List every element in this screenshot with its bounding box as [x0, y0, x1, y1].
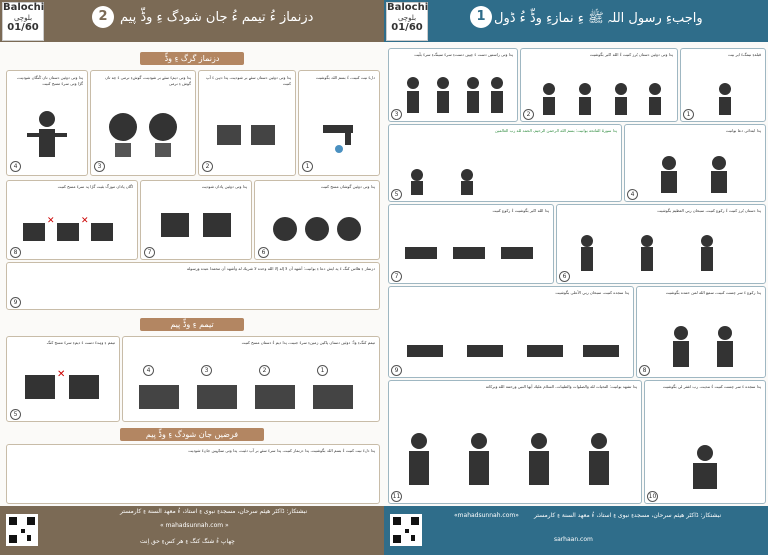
prayer-step-11-text: پدا تشهد بوانیت: التحيات لله والصلوات والطيبات، السلام عليك أيها النبي ورحمة الله وبركاته	[485, 384, 637, 389]
prayer-step-4-number: 4	[627, 189, 638, 200]
wudu-step-1-box	[298, 70, 380, 176]
left-lang-tag-text: Balochi	[3, 2, 45, 13]
prayer-step-10-figure	[665, 441, 745, 493]
wudu-step-2-text: پدا وتی دوئیں دستاں سئے بر شودیت، پدا دہن ءَ آپ کنیت	[206, 75, 291, 86]
right-page-title: واجبءِ رسول اللہ ﷺ ءِ نمازءِ وڈّ ءُ ڈول	[494, 11, 703, 26]
right-website[interactable]: «mahadsunnah.com»	[454, 512, 519, 519]
right-language-tag	[386, 2, 428, 41]
tayammum-note-figure	[17, 367, 109, 407]
right-page	[384, 0, 768, 555]
prayer-step-5-box	[388, 124, 622, 202]
prayer-step-6-text: پدا دستاں بُرز کنیت ءُ رکوع کنیت، سبحان ربي العظيم بگوشیت	[657, 208, 761, 213]
prayer-step-3-number: 3	[391, 109, 402, 120]
prayer-step-11-number: 11	[392, 493, 401, 500]
prayer-step-5-number: 5	[391, 189, 402, 200]
tayammum-label-1: 1	[317, 365, 328, 376]
tayammum-steps-text: تیمم کنگءِ وڈّ: دوئیں دستاں پاکیں زمینءِ سرءَ جنیت، پدا دیم ءُ دستاں مسح کنیت	[241, 340, 375, 345]
wudu-step-3-number: 3	[94, 161, 105, 172]
foot-wiping-figure	[17, 213, 127, 247]
prayer-step-4-box	[624, 124, 766, 202]
face-washing-figure	[101, 105, 187, 161]
tayammum-steps-box	[122, 336, 380, 422]
prayer-step-1-number: 1	[683, 109, 694, 120]
wudu-after-dua-text: دزنماز ءِ هلاس کنگ ءَ پد ایش دعا ءِ بوانیت: أشهد أن لا إله إلا الله وحده لا شريك له وأشهد أن محمدا عبده ورسوله	[186, 266, 375, 271]
wudu-step-4-number: 4	[10, 161, 21, 172]
prayer-step-8-text: پدا رکوع ءَ سر چست کنیت، سمع الله لمن حمده بگوشیت	[665, 290, 761, 295]
prayer-step-8-box	[636, 286, 766, 378]
left-language-tag	[2, 2, 44, 41]
prayer-step-6-number: 6	[559, 271, 570, 282]
right-footer	[384, 506, 768, 555]
left-author: نبشتکار: ڈاکٹر هیثم سرحان، مسجدءِ نبوی ءِ استاذ، ءُ معهد السنة ءِ کارمستر	[120, 508, 308, 515]
section-ghusl-band: فرضیں جان شودگ ءِ وڈّ پیم	[120, 428, 264, 441]
tayammum-note-text: تیمم ءِ وہدءَ دست ءَ دیمءِ سرءَ مسح کنگ	[46, 340, 115, 345]
prayer-step-8-number: 8	[639, 365, 650, 376]
prayer-step-11-figure	[399, 429, 631, 493]
tayammum-hands-figure	[131, 379, 371, 415]
prayer-step-4-text: پدا ابتدائی دعا بوانیت	[725, 128, 761, 133]
prayer-step-10-box	[644, 380, 766, 504]
tayammum-note-number: 5	[10, 409, 21, 420]
prayer-step-7-figure	[397, 233, 545, 277]
svg-text:✕: ✕	[47, 216, 55, 226]
prayer-step-10-text: پدا سجده ءَ سر چست کنیت ءُ نندیت، رب اغفر لي بگوشیت	[662, 384, 761, 389]
prayer-step-7-text: پدا الله اکبر بگوشیت ءُ رکوع کنیت	[492, 208, 549, 213]
prayer-step-1-text: قبلهءِ نیمگءَ ایر بیت	[727, 52, 761, 57]
prayer-step-4-figure	[639, 155, 751, 195]
section-tayammum-band: تیمم ءِ وڈّ پیم	[140, 318, 244, 331]
hand-washing-figure	[207, 111, 287, 161]
svg-text:✕: ✕	[57, 369, 66, 380]
prayer-step-7-number: 7	[391, 271, 402, 282]
prayer-step-1-box	[680, 48, 766, 122]
wudu-step-1-number: 1	[302, 161, 313, 172]
wudu-step-4-box	[6, 70, 88, 176]
prayer-step-7-box	[388, 204, 554, 284]
prayer-step-11-box	[388, 380, 642, 504]
prayer-step-2-figure	[529, 79, 669, 117]
tayammum-label-3: 3	[201, 365, 212, 376]
prayer-step-9-number: 9	[391, 365, 402, 376]
prayer-step-3-figure	[397, 73, 509, 117]
wudu-step-7-box	[140, 180, 252, 260]
wudu-step-1-text: دلءَ نیت کنیت، ءُ بسم اللہ بگوشیت	[315, 75, 375, 80]
tayammum-label-2: 2	[259, 365, 270, 376]
prayer-step-10-number: 10	[648, 493, 657, 500]
left-page-title: دزنماز ءُ تیمم ءُ جان شودگ ءِ وڈّ پیم	[120, 10, 314, 25]
right-author: نبشتکار: ڈاکٹر هیثم سرحان، مسجدءِ نبوی ءِ استاذ، ءُ معهد السنة ءِ کارمستر	[534, 512, 722, 519]
right-bottom-note[interactable]: sarhaan.com	[554, 536, 593, 543]
wudu-step-2-number: 2	[202, 161, 213, 172]
right-qr-code	[390, 514, 422, 546]
left-header	[0, 0, 384, 42]
left-lang-native: بلوچی	[13, 14, 33, 22]
wudu-step-8-text: اگاں پاداں موزگ بئیت گڑا پہ سرءَ مسح کنیت	[57, 184, 133, 189]
left-page-number: 2	[92, 6, 114, 28]
left-footer	[0, 506, 384, 555]
wudu-after-dua-box	[6, 262, 380, 310]
left-website[interactable]: « mahadsunnah.com »	[160, 522, 229, 529]
wudu-step-6-box	[254, 180, 380, 260]
left-bottom-note: چھاپ ءُ شنگ کنگ ءِ هر کسءِ حق اِنت	[140, 538, 235, 545]
svg-text:✕: ✕	[81, 216, 89, 226]
ghusl-text: پدا دلءَ نیت کنیت ءُ بسم اللہ بگوشیت، پدا دزنماز کنیت، پدا سرءَ سئے بر آپ دئیت، پدا وتی سجّہیں جانءَ شودیت	[188, 448, 375, 453]
wudu-step-2-box	[198, 70, 296, 176]
ghusl-box	[6, 444, 380, 504]
prayer-step-9-text: پدا سجده کنیت، سبحان ربي الأعلى بگوشیت	[555, 290, 629, 295]
wudu-step-8-number: 8	[10, 247, 21, 258]
right-lang-native: بلوچی	[397, 14, 417, 22]
right-lang-tag-text: Balochi	[387, 2, 429, 13]
prayer-step-5-text: پدا سورۃ الفاتحه بوانیت: بسم الله الرحمن الرحيم، الحمد لله رب العالمين	[495, 128, 617, 133]
prayer-step-9-figure	[397, 323, 625, 371]
wudu-step-7-number: 7	[144, 247, 155, 258]
wudu-step-6-number: 6	[258, 247, 269, 258]
left-qr-code	[6, 514, 38, 546]
prayer-step-1-figure	[701, 81, 749, 117]
right-header	[384, 0, 768, 42]
prayer-step-2-number: 2	[523, 109, 534, 120]
wudu-step-6-text: پدا وتی دوئیں گوشاں مسح کنیت	[320, 184, 375, 189]
arm-washing-figure	[17, 105, 77, 165]
tayammum-label-4: 4	[143, 365, 154, 376]
wudu-step-3-text: پدا وتی دیمءَ سئے بر شودیت، گوشءِ نرمی ءَ چه تاں گوش ءِ نرمی	[105, 75, 191, 86]
prayer-step-9-box	[388, 286, 634, 378]
prayer-step-2-text: پدا وتی دوئیں دستاں بُرز کنیت ءُ الله اکبر بگوشیت	[589, 52, 673, 57]
wudu-step-7-text: پدا وتی دوئیں پاداں شودیت	[201, 184, 247, 189]
prayer-step-5-figure	[397, 167, 613, 197]
wudu-step-4-text: پدا وتی دوئیں دستاں تاں کُنگاں شودیت، گڑا وتی سرءَ مسح کنیت	[16, 75, 83, 86]
prayer-step-3-text: پدا وتی راستیں دست ءَ چپیں دستءِ سرءَ سینگءِ سرءَ بلّیت	[414, 52, 513, 57]
section-wudu-band: دزنماز گرگ ءِ وڈّ	[140, 52, 244, 65]
prayer-step-6-box	[556, 204, 766, 284]
wudu-step-3-box	[90, 70, 196, 176]
prayer-step-8-figure	[651, 323, 751, 371]
wudu-step-9-number: 9	[10, 297, 21, 308]
feet-washing-figure	[151, 205, 241, 249]
wudu-step-8-box	[6, 180, 138, 260]
left-counter: 01/60	[7, 22, 39, 33]
right-counter: 01/60	[391, 22, 423, 33]
tayammum-note-box	[6, 336, 120, 422]
prayer-step-6-figure	[567, 233, 755, 277]
water-tap-figure	[315, 119, 363, 159]
ear-wiping-figure	[265, 211, 369, 247]
right-page-number: 1	[470, 6, 492, 28]
prayer-step-2-box	[520, 48, 678, 122]
prayer-step-3-box	[388, 48, 518, 122]
